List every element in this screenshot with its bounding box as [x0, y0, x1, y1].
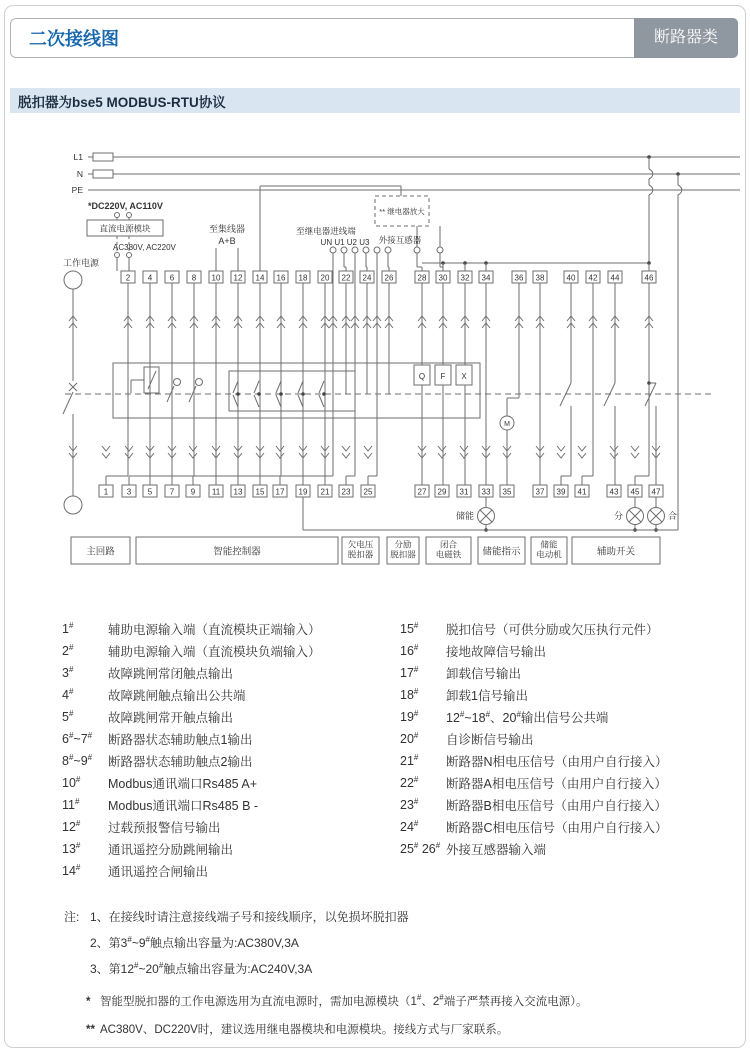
svg-text:直流电源模块: 直流电源模块 — [99, 223, 151, 234]
legend-item — [62, 706, 400, 728]
svg-text:闭合电磁铁: 闭合电磁铁 — [435, 539, 462, 560]
svg-text:15: 15 — [255, 487, 265, 497]
svg-text:28: 28 — [417, 273, 427, 283]
page-header — [10, 18, 738, 58]
section-subtitle-bar — [10, 88, 740, 113]
legend-item — [400, 750, 668, 772]
svg-text:13: 13 — [233, 487, 243, 497]
terminal-description: 辅助电源输入端（直流模块正端输入） — [108, 623, 321, 637]
svg-text:32: 32 — [460, 273, 470, 283]
svg-text:12: 12 — [233, 273, 243, 283]
legend-item — [400, 684, 668, 706]
bottom-terminal-row — [99, 485, 663, 497]
legend-column-right — [400, 618, 668, 882]
section-subtitle: 脱扣器为bse5 MODBUS-RTU协议 — [18, 94, 226, 110]
terminal-description: Modbus通讯端口Rs485 A+ — [108, 777, 258, 791]
svg-text:6: 6 — [169, 273, 175, 283]
svg-text:Q: Q — [418, 372, 426, 381]
svg-text:** 继电器放大: ** 继电器放大 — [379, 207, 425, 216]
terminal-description: 外接互感器输入端 — [446, 843, 547, 857]
terminal-number: 3# — [62, 664, 74, 680]
legend-item — [62, 750, 400, 772]
svg-text:3: 3 — [126, 487, 132, 497]
terminal-number: 19# — [400, 708, 419, 724]
notes-block — [64, 904, 409, 982]
svg-text:主回路: 主回路 — [86, 546, 115, 558]
svg-text:AC380V, AC220V: AC380V, AC220V — [113, 243, 176, 252]
terminal-description: 卸载信号输出 — [446, 667, 522, 681]
legend-item — [62, 662, 400, 684]
notes-list — [90, 904, 409, 982]
legend-item — [400, 706, 668, 728]
terminal-description: 辅助电源输入端（直流模块负端输入） — [108, 645, 321, 659]
legend-item — [62, 728, 400, 750]
svg-text:25: 25 — [363, 487, 373, 497]
terminal-description: 断路器状态辅助触点2输出 — [108, 755, 253, 769]
legend-item — [62, 816, 400, 838]
svg-text:22: 22 — [341, 273, 351, 283]
svg-text:20: 20 — [320, 273, 330, 283]
svg-text:工作电源: 工作电源 — [63, 258, 100, 268]
svg-text:31: 31 — [459, 487, 469, 497]
svg-text:*DC220V, AC110V: *DC220V, AC110V — [88, 201, 163, 211]
notes-label: 注: — [64, 910, 80, 924]
legend-item — [400, 662, 668, 684]
svg-text:智能控制器: 智能控制器 — [213, 546, 261, 558]
terminal-number: 2# — [62, 642, 74, 658]
svg-text:7: 7 — [169, 487, 175, 497]
svg-text:外接互感器: 外接互感器 — [378, 235, 422, 245]
terminal-number: 18# — [400, 686, 419, 702]
svg-text:26: 26 — [384, 273, 394, 283]
note-item: 2、第3#~9#触点输出容量为:AC380V,3A — [90, 935, 299, 950]
terminal-number: 15# — [400, 620, 419, 636]
svg-text:储能指示: 储能指示 — [482, 546, 521, 558]
legend-item — [400, 728, 668, 750]
legend-item — [62, 640, 400, 662]
svg-text:PE: PE — [71, 185, 83, 195]
terminal-number: 23# — [400, 796, 419, 812]
svg-text:21: 21 — [320, 487, 330, 497]
svg-text:9: 9 — [190, 487, 196, 497]
legend-item — [62, 618, 400, 640]
svg-text:36: 36 — [514, 273, 524, 283]
terminal-description: 12#~18#、20#输出信号公共端 — [446, 709, 609, 725]
svg-text:L1: L1 — [73, 152, 83, 162]
legend-item — [400, 838, 668, 860]
terminal-description: 自诊断信号输出 — [446, 733, 534, 747]
terminal-description: Modbus通讯端口Rs485 B - — [108, 799, 259, 813]
svg-text:42: 42 — [588, 273, 598, 283]
terminal-description: 通讯遥控分励跳闸输出 — [108, 843, 234, 857]
svg-text:30: 30 — [438, 273, 448, 283]
svg-text:34: 34 — [481, 273, 491, 283]
terminal-number: 10# — [62, 774, 81, 790]
wiring-diagram — [55, 140, 745, 595]
svg-text:2: 2 — [125, 273, 131, 283]
legend-item — [62, 772, 400, 794]
terminal-description: 卸载1信号输出 — [446, 689, 528, 703]
terminal-number: 11# — [62, 796, 80, 812]
svg-text:14: 14 — [255, 273, 265, 283]
terminal-number: 20# — [400, 730, 419, 746]
star-notes-block — [86, 988, 587, 1044]
svg-text:8: 8 — [191, 273, 197, 283]
svg-text:UN U1 U2 U3: UN U1 U2 U3 — [320, 238, 370, 247]
terminal-description: 过载预报警信号输出 — [108, 821, 221, 835]
svg-text:F: F — [440, 372, 446, 381]
terminal-number: 24# — [400, 818, 419, 834]
svg-text:辅助开关: 辅助开关 — [596, 546, 636, 558]
legend-item — [62, 684, 400, 706]
svg-text:38: 38 — [535, 273, 545, 283]
svg-text:35: 35 — [502, 487, 512, 497]
legend-item — [400, 794, 668, 816]
terminal-number: 12# — [62, 818, 81, 834]
svg-text:18: 18 — [298, 273, 308, 283]
terminal-number: 25# 26# — [400, 840, 441, 856]
terminal-number: 4# — [62, 686, 74, 702]
terminal-number: 6#~7# — [62, 730, 93, 746]
terminal-number: 14# — [62, 862, 81, 878]
svg-text:储能: 储能 — [455, 511, 474, 521]
legend-item — [400, 640, 668, 662]
svg-text:23: 23 — [341, 487, 351, 497]
terminal-description: 脱扣信号（可供分励或欠压执行元件） — [446, 623, 659, 637]
terminal-number: 5# — [62, 708, 74, 724]
svg-text:29: 29 — [437, 487, 447, 497]
terminal-description: 断路器状态辅助触点1输出 — [108, 733, 253, 747]
terminal-description: 断路器C相电压信号（由用户自行接入） — [446, 821, 668, 835]
svg-text:1: 1 — [103, 487, 109, 497]
svg-text:至继电器进线端: 至继电器进线端 — [296, 226, 356, 236]
terminal-description: 故障跳闸常闭触点输出 — [108, 667, 234, 681]
star-note: ** AC380V、DC220V时，建议选用继电器模块和电源模块。接线方式与厂家联系。 — [86, 1016, 587, 1044]
svg-text:分: 分 — [613, 511, 623, 521]
star-note-mark: ** — [86, 1024, 95, 1036]
svg-text:17: 17 — [275, 487, 285, 497]
terminal-number: 17# — [400, 664, 419, 680]
svg-text:4: 4 — [147, 273, 153, 283]
terminal-description: 通讯遥控合闸输出 — [108, 865, 209, 879]
svg-text:27: 27 — [417, 487, 427, 497]
terminal-description: 断路器A相电压信号（由用户自行接入） — [446, 777, 667, 791]
svg-text:40: 40 — [566, 273, 576, 283]
terminal-number: 13# — [62, 840, 81, 856]
svg-text:44: 44 — [610, 273, 620, 283]
legend-columns — [62, 618, 722, 882]
svg-text:19: 19 — [298, 487, 308, 497]
legend-item — [62, 838, 400, 860]
legend-column-left — [62, 618, 400, 882]
svg-text:46: 46 — [644, 273, 654, 283]
note-item: 3、第12#~20#触点输出容量为:AC240V,3A — [90, 961, 313, 976]
top-terminal-row — [121, 271, 656, 283]
terminal-description: 接地故障信号输出 — [446, 645, 547, 659]
svg-text:储能电动机: 储能电动机 — [536, 539, 562, 560]
svg-text:47: 47 — [651, 487, 661, 497]
section-label-row — [71, 537, 660, 564]
svg-text:至集线器: 至集线器 — [208, 224, 246, 234]
svg-text:16: 16 — [276, 273, 286, 283]
svg-text:24: 24 — [362, 273, 372, 283]
terminal-number: 21# — [400, 752, 419, 768]
svg-text:M: M — [504, 421, 510, 428]
terminal-description: 断路器B相电压信号（由用户自行接入） — [446, 799, 667, 813]
svg-text:10: 10 — [211, 273, 221, 283]
star-note: * 智能型脱扣器的工作电源选用为直流电源时，需加电源模块（1#、2#端子严禁再接入交流电源）。 — [86, 988, 587, 1016]
svg-text:39: 39 — [556, 487, 566, 497]
svg-text:N: N — [76, 169, 83, 179]
legend-item — [400, 772, 668, 794]
legend-item — [400, 618, 668, 640]
terminal-number: 16# — [400, 642, 419, 658]
svg-text:33: 33 — [481, 487, 491, 497]
legend-item — [400, 816, 668, 838]
svg-text:45: 45 — [630, 487, 640, 497]
terminal-description: 故障跳闸触点输出公共端 — [108, 689, 246, 703]
svg-text:分励脱扣器: 分励脱扣器 — [390, 539, 416, 560]
svg-text:欠电压脱扣器: 欠电压脱扣器 — [347, 539, 374, 560]
terminal-number: 22# — [400, 774, 419, 790]
note-item: 1、在接线时请注意接线端子号和接线顺序，以免损坏脱扣器 — [90, 910, 409, 924]
terminal-description: 故障跳闸常开触点输出 — [108, 711, 234, 725]
terminal-description: 断路器N相电压信号（由用户自行接入） — [446, 755, 668, 769]
terminal-number: 1# — [62, 620, 74, 636]
svg-text:11: 11 — [211, 487, 221, 497]
svg-text:合: 合 — [668, 511, 678, 521]
svg-text:5: 5 — [147, 487, 153, 497]
terminal-number: 8#~9# — [62, 752, 93, 768]
svg-text:37: 37 — [535, 487, 545, 497]
page-title: 二次接线图 — [29, 29, 119, 49]
category-badge: 断路器类 — [634, 18, 738, 58]
legend-item — [62, 860, 400, 882]
svg-text:41: 41 — [577, 487, 587, 497]
svg-text:A+B: A+B — [218, 236, 236, 246]
svg-text:X: X — [461, 372, 467, 381]
legend-item — [62, 794, 400, 816]
svg-text:43: 43 — [609, 487, 619, 497]
star-note-mark: * — [86, 996, 91, 1008]
